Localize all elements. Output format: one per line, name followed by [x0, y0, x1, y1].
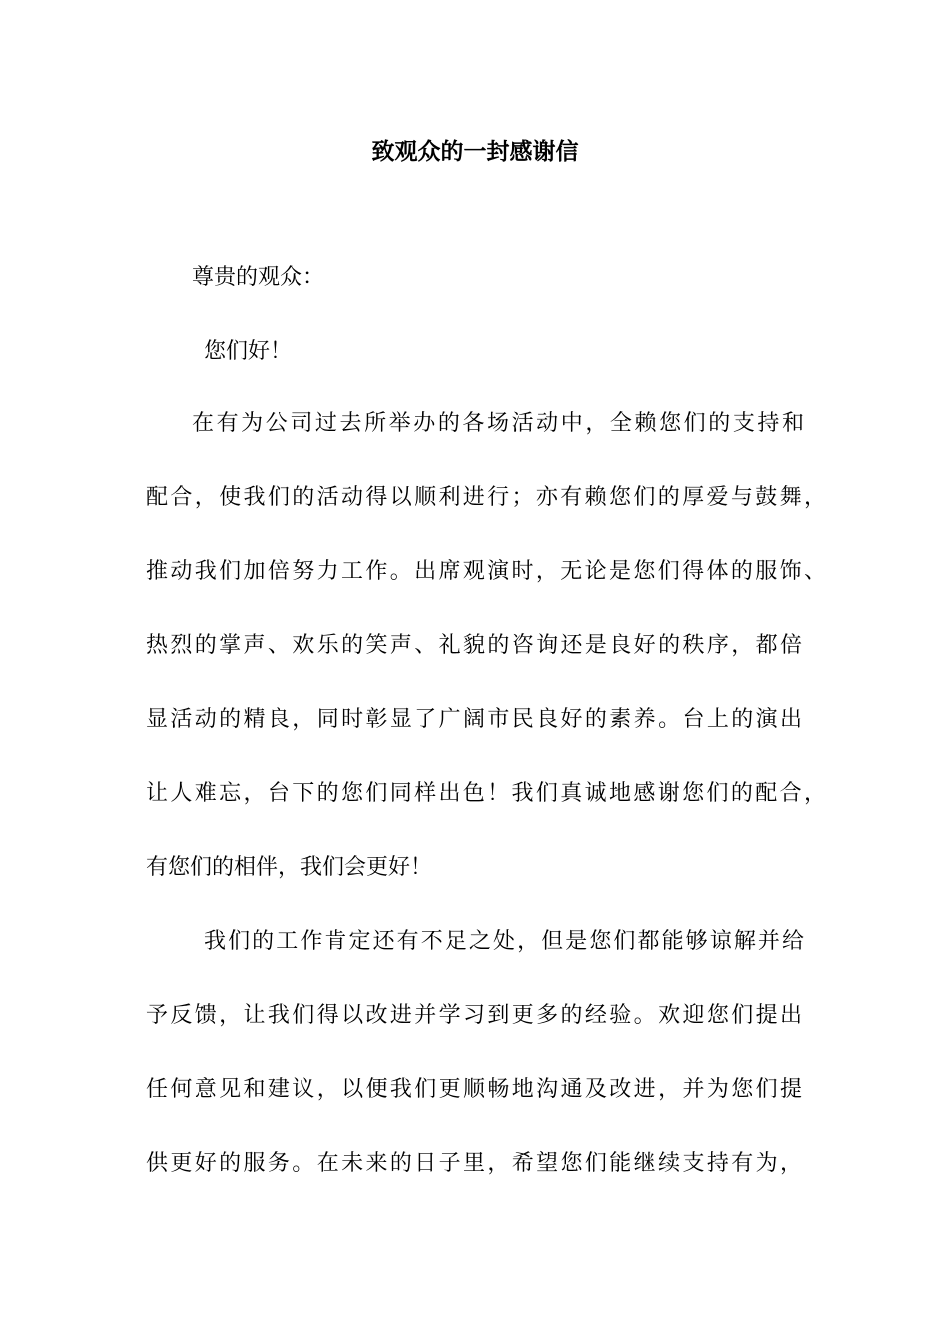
paragraph1-line: 推动我们加倍努力工作。出席观演时，无论是您们得体的服饰、: [146, 559, 826, 584]
paragraph2-line: 供更好的服务。在未来的日子里，希望您们能继续支持有为，: [146, 1151, 802, 1176]
letter-title: 致观众的一封感谢信: [371, 138, 579, 165]
paragraph1-line: 显活动的精良，同时彰显了广阔市民良好的素养。台上的演出: [146, 707, 802, 732]
paragraph2-line: 我们的工作肯定还有不足之处，但是您们都能够谅解并给: [204, 929, 804, 954]
paragraph2-line: 任何意见和建议，以便我们更顺畅地沟通及改进，并为您们提: [146, 1077, 802, 1102]
paragraph1-line: 有您们的相伴，我们会更好！: [146, 855, 433, 880]
paragraph2-line: 予反馈，让我们得以改进并学习到更多的经验。欢迎您们提出: [146, 1003, 802, 1028]
paragraph1-line: 让人难忘，台下的您们同样出色！我们真诚地感谢您们的配合，: [146, 781, 826, 806]
paragraph1-line: 热烈的掌声、欢乐的笑声、礼貌的咨询还是良好的秩序，都倍: [146, 633, 802, 658]
paragraph1-line: 配合，使我们的活动得以顺利进行；亦有赖您们的厚爱与鼓舞，: [146, 485, 826, 510]
salutation: 尊贵的观众：: [192, 265, 325, 290]
greeting: 您们好！: [204, 339, 293, 364]
paragraph1-line: 在有为公司过去所举办的各场活动中，全赖您们的支持和: [192, 411, 804, 436]
